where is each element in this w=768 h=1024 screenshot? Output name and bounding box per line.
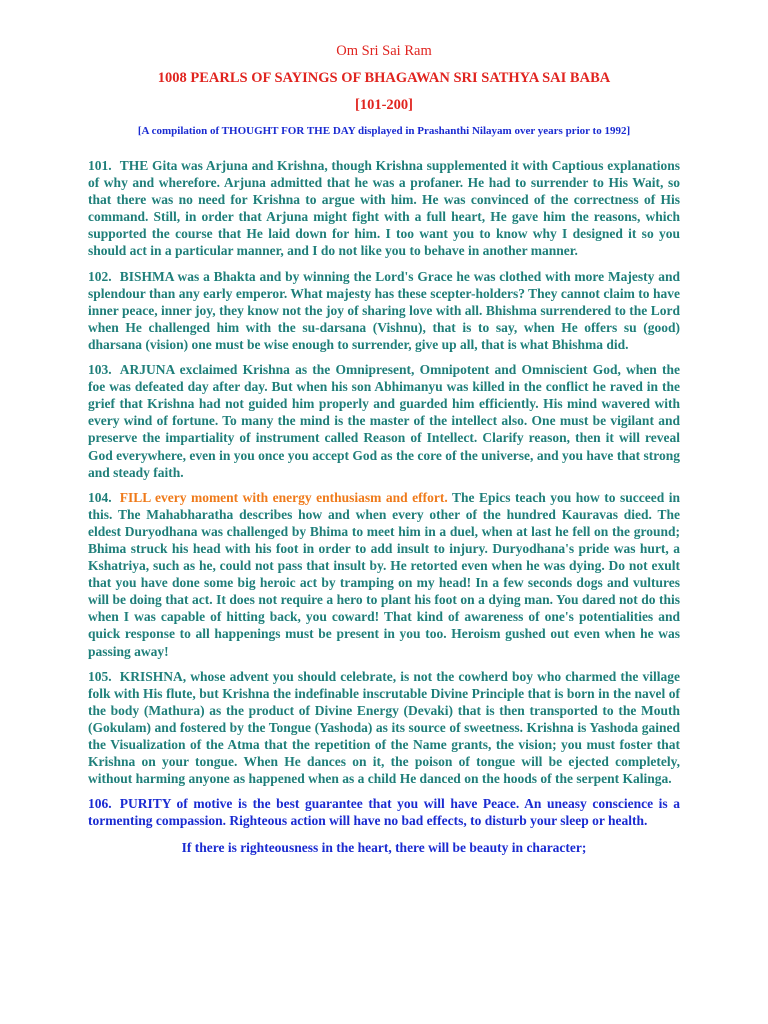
saying-text: PURITY of motive is the best guarantee that you will have Peace. An uneasy conscience is a tormenting compassion. Righteous action will have no bad effects, to disturb your sleep or health. — [88, 796, 680, 829]
saying-text: BISHMA was a Bhakta and by winning the Lord's Grace he was clothed with more Majesty and splendour than any early emperor. What majesty has these scepter-holders? They cannot claim to have inner peace, inner joy, they know not the joy of sharing love with all. Bhishma surrendered to the Lord when He challenged him with the su-darsana (Vishnu), that is to say, when He offers su (good) dharsana (vision) one must be wise enough to surrender, give up all, that is what Bhishma did. — [88, 268, 680, 352]
saying-104 — [88, 489, 680, 660]
saying-number: 104. — [88, 489, 112, 505]
saying-highlight: FILL every moment with energy enthusiasm and effort. — [119, 489, 448, 505]
closing-line: If there is righteousness in the heart, there will be beauty in character; — [181, 840, 587, 856]
compilation-note: [A compilation of THOUGHT FOR THE DAY displayed in Prashanthi Nilayam over years prior to 1992] — [137, 125, 631, 137]
invocation-heading: Om Sri Sai Ram — [336, 43, 432, 59]
saying-number: 103. — [88, 362, 112, 378]
saying-text: ARJUNA exclaimed Krishna as the Omnipresent, Omnipotent and Omniscient God, when the foe was defeated day after day. But when his son Abhimanyu was killed in the conflict he raved in the grief that Krishna had not guided him properly and guarded him efficiently. His mind wavered with every wind of fortune. To many the mind is the master of the intellect also. One must be vigilant and preserve the impartiality of instrument called Reason of Intellect. Clarify reason, then it will reveal God everywhere, even in you once you accept God as the core of the universe, and you have that strong and steady faith. — [88, 362, 680, 480]
saying-101 — [88, 157, 680, 260]
saying-103 — [88, 361, 680, 481]
saying-number: 101. — [88, 158, 112, 173]
saying-text: THE Gita was Arjuna and Krishna, though Krishna supplemented it with Captious explanations of why and wherefore. Arjuna admitted that he was a profaner. He had to surrender to His Wait, so that there was no need for Krishna to argue with him. He was convinced of the correctness of His command. Still, in order that Arjuna might fight with a full heart, He gave him the reasons, which supported the course that He laid down for him. I too want you to know why I designed it so you should act in a particular manner, and I do not like you to behave in another manner. — [88, 158, 680, 259]
saying-number: 106. — [88, 796, 112, 812]
saying-text: The Epics teach you how to succeed in this. The Mahabharatha describes how and when every other of the hundred Kauravas died. The eldest Duryodhana was challenged by Bhima to meet him in a duel, when at last he fell on the ground; Bhima struck his head with his foot in order to add insult to injury. Duryodhana's pride was hurt, a Kshatriya, such as he, could not pass that insult by. He retorted even when he was dying. Do not exult that you have done some big heroic act by tramping on my head! In a few seconds dogs and vultures will be doing that act. It does not require a hero to plant his foot on a dying man. You dared not do this when I was capable of hitting back, you coward! That kind of awareness of one's potentialities and quick response to all happenings must be present in you too. Heroism gushed out even when he was passing away! — [88, 489, 680, 659]
document-title: 1008 PEARLS OF SAYINGS OF BHAGAWAN SRI SATHYA SAI BABA — [157, 70, 611, 86]
saying-102 — [88, 268, 680, 353]
saying-text: KRISHNA, whose advent you should celebrate, is not the cowherd boy who charmed the village folk with His flute, but Krishna the indefinable inscrutable Divine Principle that is born in the navel of the body (Mathura) as the product of Divine Energy (Devaki) that is then transported to the Mouth (Gokulam) and fostered by the Tongue (Yashoda) as its source of sweetness. Krishna is Yashoda gained the Visualization of the Atma that the repetition of the Name grants, the vision; you must foster that Krishna on your tongue. When He dances on it, the poison of tongue will be ejected completely, without harming anyone as happened when as a child He danced on the hoods of the serpent Kalinga. — [88, 668, 680, 787]
saying-105 — [88, 668, 680, 788]
saying-106 — [88, 795, 680, 829]
saying-number: 102. — [88, 268, 112, 284]
range-heading: [101-200] — [355, 97, 413, 113]
saying-number: 105. — [88, 668, 112, 684]
